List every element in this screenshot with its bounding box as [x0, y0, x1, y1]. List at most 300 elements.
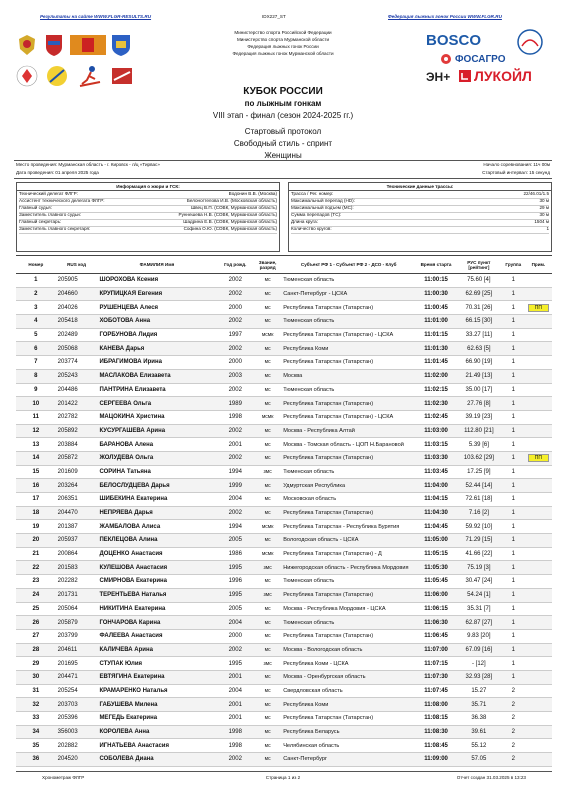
cell-rank: мс — [254, 670, 281, 684]
cell-points: 54.24 [1] — [456, 588, 502, 602]
cell-number: 29 — [16, 657, 56, 671]
cell-region: Удмуртская Республика — [281, 479, 416, 493]
lukoil-icon — [458, 69, 472, 83]
cell-points: 32.93 [28] — [456, 670, 502, 684]
cell-group: 1 — [502, 547, 525, 561]
cell-region: Республика Татарстан (Татарстан) - ЦСКА — [281, 410, 416, 424]
cell-athlete-name: СОБОЛЕВА Диана — [97, 753, 216, 767]
cell-start-time: 11:06:30 — [416, 616, 456, 630]
cell-rus-code: 205243 — [56, 369, 98, 383]
cell-athlete-name: ПАНТРИНА Елизавета — [97, 383, 216, 397]
stage-line: VIII этап - финал (сезон 2024-2025 гг.) — [212, 111, 354, 120]
cell-region: Тюменская область — [281, 465, 416, 479]
cell-group: 1 — [502, 342, 525, 356]
cell-start-time: 11:08:30 — [416, 725, 456, 739]
cell-rank: змс — [254, 465, 281, 479]
track-value: 1504 м — [534, 219, 549, 224]
cell-birth-year: 2002 — [216, 451, 254, 465]
table-row — [16, 356, 552, 370]
cell-points: 72.61 [18] — [456, 493, 502, 507]
cell-note — [525, 274, 552, 288]
cell-number: 34 — [16, 725, 56, 739]
cell-rank: мс — [254, 438, 281, 452]
cell-rus-code: 203264 — [56, 479, 98, 493]
cell-rus-code: 204660 — [56, 287, 98, 301]
org-line-1: Министерство спорта Российской Федерации — [234, 30, 332, 35]
lukoil-logo: ЛУКОЙЛ — [474, 68, 532, 84]
fosagro-brand — [440, 53, 506, 65]
cell-number: 16 — [16, 479, 56, 493]
start-list-table — [16, 255, 552, 767]
cell-note — [525, 643, 552, 657]
cell-rus-code: 203884 — [56, 438, 98, 452]
cell-birth-year: 2002 — [216, 315, 254, 329]
cell-rank: мс — [254, 301, 281, 315]
cell-note — [525, 534, 552, 548]
cell-start-time: 11:03:00 — [416, 424, 456, 438]
col-header-start-time: Время старта — [416, 256, 456, 274]
cell-group: 1 — [502, 575, 525, 589]
cell-rank: мс — [254, 616, 281, 630]
cell-region: Республика Татарстан (Татарстан) — [281, 301, 416, 315]
cell-athlete-name: МЕГЕДЬ Екатерина — [97, 712, 216, 726]
cell-group: 1 — [502, 479, 525, 493]
table-row — [16, 451, 552, 465]
cell-note — [525, 616, 552, 630]
cell-rus-code: 204026 — [56, 301, 98, 315]
cell-points: 39.19 [23] — [456, 410, 502, 424]
cell-rus-code: 205064 — [56, 602, 98, 616]
cell-points: 57.05 — [456, 753, 502, 767]
cell-points: 39.61 — [456, 725, 502, 739]
cell-points: 70.31 [26] — [456, 301, 502, 315]
cell-rank: мс — [254, 383, 281, 397]
cell-points: 75.60 [4] — [456, 274, 502, 288]
cell-region: Нижегородская область - Республика Мордовия — [281, 561, 416, 575]
cell-athlete-name: ФАЛЕЕВА Анастасия — [97, 629, 216, 643]
cell-rank: мс — [254, 451, 281, 465]
cell-note — [525, 301, 552, 315]
cell-athlete-name: БЕЛОСЛУДЦЕВА Дарья — [97, 479, 216, 493]
cell-number: 36 — [16, 753, 56, 767]
cell-group: 1 — [502, 424, 525, 438]
cell-rus-code: 201422 — [56, 397, 98, 411]
cell-rank: мс — [254, 342, 281, 356]
cell-rus-code: 201695 — [56, 657, 98, 671]
track-heading: Технические данные трассы: — [289, 183, 551, 191]
table-row — [16, 342, 552, 356]
cell-athlete-name: КРУПИЦКАЯ Евгения — [97, 287, 216, 301]
cell-rus-code: 203774 — [56, 356, 98, 370]
cell-note — [525, 493, 552, 507]
cell-start-time: 11:03:45 — [416, 465, 456, 479]
cell-rus-code: 205879 — [56, 616, 98, 630]
cell-birth-year: 1995 — [216, 588, 254, 602]
cell-group: 1 — [502, 520, 525, 534]
cell-start-time: 11:04:30 — [416, 506, 456, 520]
footer-report-created: Отчет создан 31.03.2025 в 13:23 — [456, 775, 526, 780]
cell-points: 35.71 — [456, 698, 502, 712]
cell-group: 1 — [502, 356, 525, 370]
cell-athlete-name: НЕПРЯЕВА Дарья — [97, 506, 216, 520]
cell-athlete-name: СОРИНА Татьяна — [97, 465, 216, 479]
cell-birth-year: 1998 — [216, 739, 254, 753]
cell-start-time: 11:04:15 — [416, 493, 456, 507]
cell-rank: змс — [254, 657, 281, 671]
cell-number: 2 — [16, 287, 56, 301]
cell-points: 62.69 [25] — [456, 287, 502, 301]
jury-role: Главный секретарь: — [19, 219, 62, 224]
table-row — [16, 493, 552, 507]
col-header-rank: Звание, разряд — [254, 256, 281, 274]
cell-rus-code: 202489 — [56, 328, 98, 342]
track-label: Сумма перепадов (ТС): — [291, 212, 342, 217]
jury-name: Водонин В.В. (Москва) — [228, 191, 277, 196]
cell-number: 35 — [16, 739, 56, 753]
table-row — [16, 712, 552, 726]
cell-birth-year: 2004 — [216, 616, 254, 630]
cell-region: Республика Татарстан (Татарстан) - Д — [281, 547, 416, 561]
cell-note — [525, 383, 552, 397]
cell-group: 1 — [502, 643, 525, 657]
cell-athlete-name: ЕВТЯГИНА Екатерина — [97, 670, 216, 684]
cell-athlete-name: ИГНАТЬЕВА Анастасия — [97, 739, 216, 753]
cell-birth-year: 2002 — [216, 383, 254, 397]
cell-athlete-name: ДОЦЕНКО Анастасия — [97, 547, 216, 561]
cell-number: 28 — [16, 643, 56, 657]
cell-athlete-name: СЕРГЕЕВА Ольга — [97, 397, 216, 411]
cell-points: 62.63 [5] — [456, 342, 502, 356]
cell-points: 62.87 [27] — [456, 616, 502, 630]
cell-region: Республика Беларусь — [281, 725, 416, 739]
table-row — [16, 328, 552, 342]
cell-number: 7 — [16, 356, 56, 370]
cell-number: 3 — [16, 301, 56, 315]
cell-region: Свердловская область — [281, 684, 416, 698]
cell-rus-code: 356003 — [56, 725, 98, 739]
cell-note — [525, 506, 552, 520]
event-subtitle: по лыжным гонкам — [244, 99, 322, 108]
cell-birth-year: 1994 — [216, 465, 254, 479]
cell-start-time: 11:02:30 — [416, 397, 456, 411]
cell-note — [525, 410, 552, 424]
cell-note — [525, 424, 552, 438]
cell-number: 24 — [16, 588, 56, 602]
jury-row — [19, 226, 277, 234]
cell-note — [525, 657, 552, 671]
cell-rank: мс — [254, 506, 281, 520]
cell-number: 25 — [16, 602, 56, 616]
col-header-number: Номер — [16, 256, 56, 274]
cell-region: Тюменская область — [281, 616, 416, 630]
cell-group: 1 — [502, 670, 525, 684]
cell-number: 1 — [16, 274, 56, 288]
cell-rus-code: 205872 — [56, 451, 98, 465]
cell-group: 2 — [502, 739, 525, 753]
cell-group: 1 — [502, 451, 525, 465]
table-row — [16, 643, 552, 657]
cell-birth-year: 1999 — [216, 479, 254, 493]
cell-start-time: 11:00:30 — [416, 287, 456, 301]
cell-rank: мс — [254, 739, 281, 753]
flgr-site-link[interactable]: Федерация лыжных гонок России WWW.FLGR.RU — [388, 14, 502, 19]
cell-birth-year: 2002 — [216, 506, 254, 520]
cell-note — [525, 356, 552, 370]
cell-number: 27 — [16, 629, 56, 643]
cell-start-time: 11:00:15 — [416, 274, 456, 288]
flgr-logo — [110, 64, 134, 88]
jury-name: Швец В.П. (СОВК, Мурманская область) — [190, 205, 277, 210]
track-label: Максимальный перепад (HD): — [291, 198, 355, 203]
cell-start-time: 11:03:15 — [416, 438, 456, 452]
track-label: Максимальный подъем (МС): — [291, 205, 354, 210]
track-value: 29 м — [539, 205, 549, 210]
cell-group: 1 — [502, 301, 525, 315]
cell-athlete-name: КУЛЕШОВА Анастасия — [97, 561, 216, 575]
cell-number: 33 — [16, 712, 56, 726]
sport-ministry-logo — [16, 64, 38, 88]
jury-name: Руннешева Н.В. (СОВК, Мурманская область) — [178, 212, 277, 217]
cell-number: 26 — [16, 616, 56, 630]
cell-start-time: 11:06:00 — [416, 588, 456, 602]
cell-group: 1 — [502, 493, 525, 507]
cell-region: Республика Коми — [281, 698, 416, 712]
note-badge: ПП — [528, 304, 549, 312]
cell-region: Москва - Томская область - ЦОП Н.Барановой — [281, 438, 416, 452]
cell-birth-year: 1986 — [216, 547, 254, 561]
cell-number: 21 — [16, 547, 56, 561]
table-row — [16, 287, 552, 301]
jury-name: Софина О.Ю. (СОВК, Мурманская область) — [183, 226, 277, 231]
cell-points: 55.12 — [456, 739, 502, 753]
cell-birth-year: 2001 — [216, 670, 254, 684]
table-row — [16, 424, 552, 438]
cell-region: Челябинская область — [281, 739, 416, 753]
cell-group: 1 — [502, 410, 525, 424]
ski-emblem-logo — [44, 64, 70, 88]
cell-region: Республика Татарстан - Республика Бурятия — [281, 520, 416, 534]
cell-rank: мсмк — [254, 520, 281, 534]
cell-rank: мс — [254, 575, 281, 589]
cell-number: 13 — [16, 438, 56, 452]
jury-panel — [16, 182, 280, 252]
cell-points: 59.92 [10] — [456, 520, 502, 534]
table-row — [16, 315, 552, 329]
start-time: Начало соревнования: 11ч 00м — [483, 162, 550, 167]
cell-region: Москва - Вологодская область — [281, 643, 416, 657]
cell-start-time: 11:08:00 — [416, 698, 456, 712]
track-label: Количество кругов: — [291, 226, 332, 231]
lukoil-brand — [458, 68, 532, 84]
cell-rank: мс — [254, 369, 281, 383]
table-row — [16, 739, 552, 753]
track-label: Трасса / Рег. номер: — [291, 191, 334, 196]
track-label: Длина круга: — [291, 219, 318, 224]
col-header-note: Прим. — [525, 256, 552, 274]
cell-region: Республика Татарстан (Татарстан) — [281, 588, 416, 602]
cell-points: 75.19 [3] — [456, 561, 502, 575]
cell-birth-year: 2000 — [216, 356, 254, 370]
cell-rank: мсмк — [254, 410, 281, 424]
cell-rus-code: 206351 — [56, 493, 98, 507]
en-plus-logo: ЭН+ — [426, 70, 451, 84]
col-header-region: Субъект РФ 1 - Субъект РФ 2 - ДСО - Клуб — [281, 256, 416, 274]
cell-number: 18 — [16, 506, 56, 520]
cell-athlete-name: ХОБОТОВА Анна — [97, 315, 216, 329]
cell-group: 1 — [502, 561, 525, 575]
cell-rank: мс — [254, 534, 281, 548]
cell-region: Тюменская область — [281, 315, 416, 329]
cell-group: 1 — [502, 616, 525, 630]
cell-athlete-name: КРАМАРЕНКО Наталья — [97, 684, 216, 698]
cell-athlete-name: КАНЕВА Дарья — [97, 342, 216, 356]
cell-birth-year: 2002 — [216, 424, 254, 438]
cell-start-time: 11:08:45 — [416, 739, 456, 753]
cell-group: 2 — [502, 684, 525, 698]
cell-region: Москва — [281, 369, 416, 383]
cell-group: 1 — [502, 506, 525, 520]
cell-number: 17 — [16, 493, 56, 507]
cell-athlete-name: ГОНЧАРОВА Карина — [97, 616, 216, 630]
cell-number: 19 — [16, 520, 56, 534]
cell-number: 6 — [16, 342, 56, 356]
cell-region: Тюменская область — [281, 575, 416, 589]
cell-start-time: 11:01:30 — [416, 342, 456, 356]
cell-note — [525, 465, 552, 479]
cell-rus-code: 204470 — [56, 506, 98, 520]
cell-points: 67.09 [16] — [456, 643, 502, 657]
table-row — [16, 547, 552, 561]
col-header-birth-year: Год рожд. — [216, 256, 254, 274]
footer-page-number: Страница 1 из 2 — [265, 775, 301, 780]
jury-name: Шадрина Е.В. (СОВК, Мурманская область) — [183, 219, 277, 224]
skier-icon — [78, 64, 102, 88]
cell-rank: мс — [254, 698, 281, 712]
cell-start-time: 11:08:15 — [416, 712, 456, 726]
cell-birth-year: 1995 — [216, 561, 254, 575]
cell-start-time: 11:09:00 — [416, 753, 456, 767]
cell-birth-year: 2004 — [216, 493, 254, 507]
cell-note — [525, 520, 552, 534]
cell-start-time: 11:05:15 — [416, 547, 456, 561]
cell-note — [525, 315, 552, 329]
cell-note — [525, 547, 552, 561]
cell-start-time: 11:06:15 — [416, 602, 456, 616]
table-row — [16, 465, 552, 479]
results-site-link[interactable]: Результаты на сайте WWW.FLGR-RESULTS.RU — [40, 14, 152, 19]
cell-group: 1 — [502, 588, 525, 602]
cell-athlete-name: МАСЛАКОВА Елизавета — [97, 369, 216, 383]
cell-birth-year: 2001 — [216, 438, 254, 452]
cell-region: Республика Татарстан (Татарстан) — [281, 451, 416, 465]
cell-number: 31 — [16, 684, 56, 698]
cell-group: 1 — [502, 383, 525, 397]
table-row — [16, 397, 552, 411]
cell-points: 27.76 [8] — [456, 397, 502, 411]
cell-region: Санкт-Петербург - ЦСКА — [281, 287, 416, 301]
cell-region: Республика Татарстан (Татарстан) — [281, 506, 416, 520]
cell-athlete-name: ИБРАГИМОВА Ирина — [97, 356, 216, 370]
start-interval: Стартовый интервал: 15 секунд — [482, 170, 550, 175]
cell-region: Москва - Оренбургская область — [281, 670, 416, 684]
cell-rus-code: 201731 — [56, 588, 98, 602]
kirovsk-flag-logo — [70, 33, 106, 57]
cell-start-time: 11:05:45 — [416, 575, 456, 589]
cell-group: 2 — [502, 725, 525, 739]
cell-rus-code: 203703 — [56, 698, 98, 712]
cell-points: 15.27 — [456, 684, 502, 698]
cell-rus-code: 205905 — [56, 274, 98, 288]
cell-start-time: 11:05:30 — [416, 561, 456, 575]
cell-points: 17.25 [9] — [456, 465, 502, 479]
cell-region: Москва - Республика Алтай — [281, 424, 416, 438]
cell-number: 14 — [16, 451, 56, 465]
table-row — [16, 520, 552, 534]
cell-birth-year: 2005 — [216, 534, 254, 548]
cell-points: 21.49 [13] — [456, 369, 502, 383]
cell-athlete-name: ШОРОХОВА Ксения — [97, 274, 216, 288]
cell-group: 1 — [502, 534, 525, 548]
cell-note — [525, 342, 552, 356]
table-row — [16, 670, 552, 684]
cell-birth-year: 2004 — [216, 684, 254, 698]
cell-start-time: 11:04:45 — [416, 520, 456, 534]
cell-rank: мс — [254, 629, 281, 643]
cell-group: 1 — [502, 602, 525, 616]
cell-points: 66.15 [30] — [456, 315, 502, 329]
cell-athlete-name: ЖАМБАЛОВА Алиса — [97, 520, 216, 534]
track-value: 1 — [546, 226, 549, 231]
cell-rank: мс — [254, 602, 281, 616]
table-row — [16, 506, 552, 520]
track-panel — [288, 182, 552, 252]
jury-role: Заместитель главного секретаря: — [19, 226, 91, 231]
cell-note — [525, 438, 552, 452]
cell-birth-year: 2001 — [216, 698, 254, 712]
cell-athlete-name: ГОРБУНОВА Лидия — [97, 328, 216, 342]
cell-rank: мс — [254, 356, 281, 370]
org-line-4: Федерация лыжных гонок Мурманской области — [232, 51, 334, 56]
org-line-3: Федерация лыжных гонок России — [247, 44, 319, 49]
table-row — [16, 369, 552, 383]
cell-rank: мс — [254, 753, 281, 767]
table-header-row — [16, 256, 552, 274]
table-row — [16, 301, 552, 315]
cell-note — [525, 328, 552, 342]
fosagro-logo: ФОСАГРО — [455, 53, 506, 65]
cell-note — [525, 602, 552, 616]
cell-start-time: 11:07:15 — [416, 657, 456, 671]
table-row — [16, 753, 552, 767]
cell-number: 8 — [16, 369, 56, 383]
murmansk-region-emblem-logo — [44, 33, 64, 57]
cell-region: Вологодская область - ЦСКА — [281, 534, 416, 548]
cell-birth-year: 1998 — [216, 410, 254, 424]
cell-rank: мс — [254, 684, 281, 698]
cell-athlete-name: КАЛИЧЕВА Арина — [97, 643, 216, 657]
cell-group: 2 — [502, 698, 525, 712]
cell-rus-code: 201583 — [56, 561, 98, 575]
russia-emblem-logo — [16, 33, 38, 57]
cell-note — [525, 397, 552, 411]
cell-rus-code: 205892 — [56, 424, 98, 438]
cell-start-time: 11:00:45 — [416, 301, 456, 315]
cell-region: Московская область — [281, 493, 416, 507]
cell-note — [525, 712, 552, 726]
cell-region: Республика Татарстан (Татарстан) — [281, 629, 416, 643]
cell-number: 12 — [16, 424, 56, 438]
cell-points: 7.16 [2] — [456, 506, 502, 520]
